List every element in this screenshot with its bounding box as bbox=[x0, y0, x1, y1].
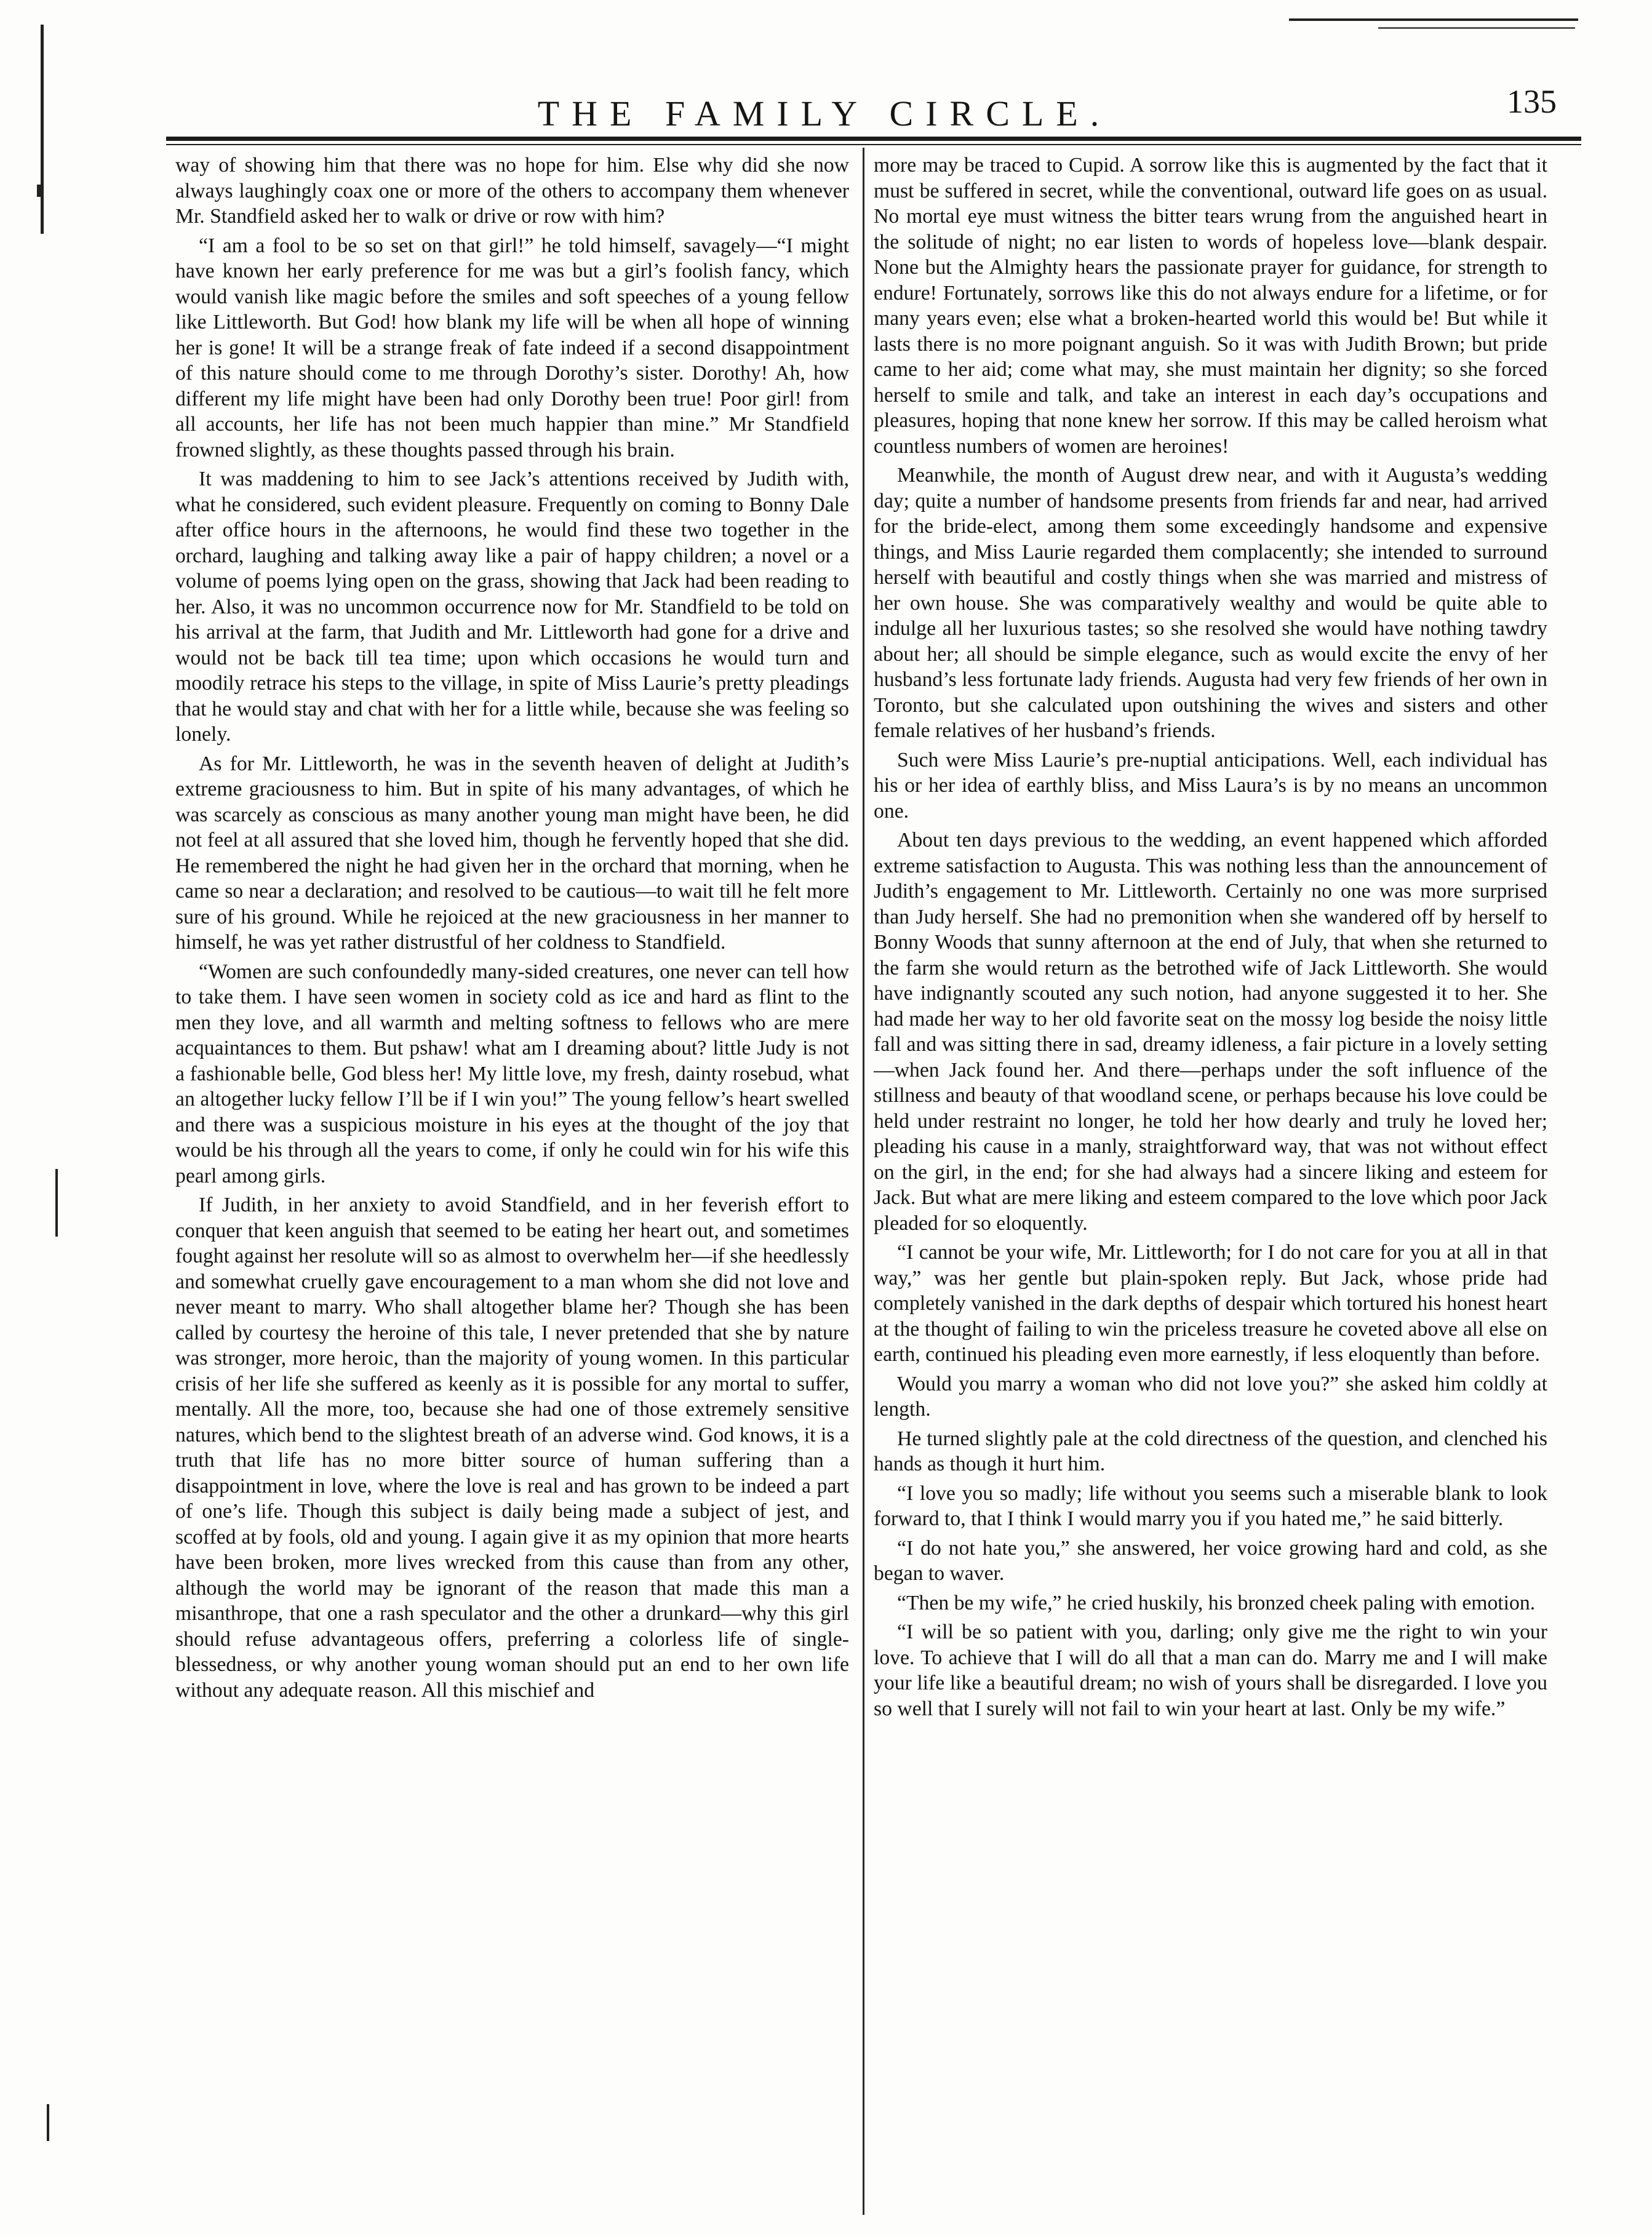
paragraph: As for Mr. Littleworth, he was in the seventh heaven of delight at Judith’s extreme graciousness to him. But in spite of his many advantages, of which he was scarcely as conscious as many another young man might have been, he did not feel at all assured that she loved him, though he fervently hoped that she did. He remembered the night he had given her in the orchard that morning, when he came so near a declaration; and resolved to be cautious—to wait till he felt more sure of his ground. While he rejoiced at the new graciousness in her manner to himself, he was yet rather distrustful of her coldness to Standfield. bbox=[175, 752, 849, 954]
paragraph: Would you marry a woman who did not love you?” she asked him coldly at length. bbox=[874, 1372, 1547, 1421]
left-text-column bbox=[175, 153, 849, 2214]
binding-margin-mark bbox=[41, 25, 44, 234]
right-text-column bbox=[874, 153, 1547, 2214]
paragraph: Such were Miss Laurie’s pre-nuptial anticipations. Well, each individual has his or her idea of earthly bliss, and Miss Laura’s is by no means an uncommon one. bbox=[874, 748, 1547, 823]
paragraph: “I love you so madly; life without you seems such a miserable blank to look forward to, that I think I would marry you if you hated me,” he said bitterly. bbox=[874, 1481, 1547, 1530]
paragraph: “I do not hate you,” she answered, her voice growing hard and cold, as she began to waver. bbox=[874, 1536, 1547, 1585]
paragraph: “I will be so patient with you, darling; only give me the right to win your love. To achieve that I will do all that a man can do. Marry me and I will make your life like a beautiful dream; no wish of yours shall be disregarded. I love you so well that I surely will not fail to win your heart at last. Only be my wife.” bbox=[874, 1621, 1547, 1720]
paragraph: “Women are such confoundedly many-sided creatures, one never can tell how to take them. I have seen women in society cold as ice and hard as flint to the men they love, and all warmth and melting softness to fellows who are mere acquaintances to them. But pshaw! what am I dreaming about? little Judy is not a fashionable belle, God bless her! My little love, my fresh, dainty rosebud, what an altogether lucky fellow I’ll be if I win you!” The young fellow’s heart swelled and there was a suspicious moisture in his eyes at the thought of the joy that would be his through all the years to come, if only he could win for his wife this pearl among girls. bbox=[175, 960, 849, 1187]
page-header-title: THE FAMILY CIRCLE. bbox=[537, 94, 1112, 134]
binding-margin-mark bbox=[55, 1169, 58, 1237]
paragraph: Meanwhile, the month of August drew near, and with it Augusta’s wedding day; quite a number of handsome presents from friends far and near, had arrived for the bride-elect, among them some exceedingly handsome and expensive things, and Miss Laurie regarded them complacently; she intended to surround herself with beautiful and costly things when she was married and mistress of her own house. She was comparatively wealthy and would be quite able to indulge all her luxurious tastes; so she resolved she would have nothing tawdry about her; all should be simple elegance, such as would excite the envy of her husband’s less fortunate lady friends. Augusta had very few friends of her own in Toronto, but she calculated upon outshining the wives and sisters and other female relatives of her husband’s friends. bbox=[874, 464, 1547, 742]
column-divider bbox=[863, 148, 864, 2215]
top-edge-rule-secondary bbox=[1378, 27, 1575, 29]
header-rule-thick bbox=[166, 137, 1581, 141]
binding-margin-dot bbox=[37, 185, 41, 197]
paragraph: “Then be my wife,” he cried huskily, his bronzed cheek paling with emotion. bbox=[897, 1591, 1536, 1614]
paragraph: more may be traced to Cupid. A sorrow like this is augmented by the fact that it must be suffered in secret, while the conventional, outward life goes on as usual. No mortal eye must witness the bitter tears wrung from the anguished heart in the solitude of night; no ear listen to words of hopeless love—blank despair. None but the Almighty hears the passionate prayer for guidance, for strength to endure! Fortunately, sorrows like this do not always endure for a lifetime, or for many years even; else what a broken-hearted world this would be! But while it lasts there is no more poignant anguish. So it was with Judith Brown; but pride came to her aid; come what may, she must maintain her dignity; so she forced herself to smile and talk, and take an interest in each day’s occupations and pleasures, hoping that none knew her sorrow. If this may be called heroism what countless numbers of women are heroines! bbox=[874, 154, 1547, 458]
paragraph: “I am a fool to be so set on that girl!” he told himself, savagely—“I might have known her early preference for me was but a girl’s foolish fancy, which would vanish like magic before the smiles and soft speeches of a young fellow like Littleworth. But God! how blank my life will be when all hope of winning her is gone! It will be a strange freak of fate indeed if a second disappointment of this nature should come to me through Dorothy’s sister. Dorothy! Ah, how different my life might have been had only Dorothy been true! Poor girl! from all accounts, her life has not been much happier than mine.” Mr Standfield frowned slightly, as these thoughts passed through his brain. bbox=[175, 234, 849, 461]
paragraph: He turned slightly pale at the cold directness of the question, and clenched his hands as though it hurt him. bbox=[874, 1427, 1547, 1475]
header-rule-thin bbox=[166, 144, 1581, 145]
binding-margin-mark bbox=[47, 2104, 49, 2141]
paragraph: way of showing him that there was no hope for him. Else why did she now always laughingly coax one or more of the others to accompany them whenever Mr. Standfield asked her to walk or drive or row with him? bbox=[175, 154, 849, 228]
page-number: 135 bbox=[1507, 83, 1557, 120]
paragraph: “I cannot be your wife, Mr. Littleworth; for I do not care for you at all in that way,” was her gentle but plain-spoken reply. But Jack, whose pride had completely vanished in the dark depths of despair which tortured his honest heart at the thought of failing to win the priceless treasure he coveted above all else on earth, continued his pleading even more earnestly, if less eloquently than before. bbox=[874, 1241, 1547, 1366]
paragraph: It was maddening to him to see Jack’s attentions received by Judith with, what he considered, such evident pleasure. Frequently on coming to Bonny Dale after office hours in the afternoons, he would find these two together in the orchard, laughing and talking away like a pair of happy children; a novel or a volume of poems lying open on the grass, showing that Jack had been reading to her. Also, it was no uncommon occurrence now for Mr. Standfield to be told on his arrival at the farm, that Judith and Mr. Littleworth had gone for a drive and would not be back till tea time; upon which occasions he would turn and moodily retrace his steps to the village, in spite of Miss Laurie’s pretty pleadings that he would stay and chat with her for a little while, because she was feeling so lonely. bbox=[175, 468, 849, 746]
paragraph: If Judith, in her anxiety to avoid Standfield, and in her feverish effort to conquer that keen anguish that seemed to be eating her heart out, and sometimes fought against her resolute will so as almost to overwhelm her—if she heedlessly and somewhat cruelly gave encouragement to a man whom she did not love and never meant to marry. Who shall altogether blame her? Though she has been called by courtesy the heroine of this tale, I never pretended that she by nature was stronger, more heroic, than the majority of young women. In this particular crisis of her life she suffered as keenly as it is possible for any mortal to suffer, mentally. All the more, too, because she had one of those extremely sensitive natures, which bend to the slightest breath of an adverse wind. God knows, it is a truth that life has no more bitter source of human suffering than a disappointment in love, where the love is real and has grown to be indeed a part of one’s life. Though this subject is daily being made a subject of jest, and scoffed at by fools, old and young. I again give it as my opinion that more hearts have been broken, more lives wrecked from this cause than from any other, although the world may be ignorant of the reason that made this man a misanthrope, that one a rash speculator and the other a drunkard—why this girl should refuse advantageous offers, preferring a colorless life of single-blessedness, or why another young woman should put an end to her own life without any adequate reason. All this mischief and bbox=[175, 1194, 849, 1702]
paragraph: About ten days previous to the wedding, an event happened which afforded extreme satisfaction to Augusta. This was nothing less than the announcement of Judith’s engagement to Mr. Littleworth. Certainly no one was more surprised than Judy herself. She had no premonition when she wandered off by herself to Bonny Woods that sunny afternoon at the end of July, that when she returned to the farm she would return as the betrothed wife of Jack Littleworth. She would have indignantly scouted any such notion, had anyone suggested it to her. She had made her way to her old favorite seat on the mossy log beside the noisy little fall and was sitting there in sad, dreamy idleness, a fair picture in a lovely setting—when Jack found her. And there—perhaps under the soft influence of the stillness and beauty of that woodland scene, or perhaps because his love could be held under restraint no longer, he told her how dearly and truly he loved her; pleading his cause in a manly, straightforward way, that was not without effect on the girl, in the end; for she had always had a sincere liking and esteem for Jack. But what are mere liking and esteem compared to the love which poor Jack pleaded for so eloquently. bbox=[874, 829, 1547, 1235]
top-edge-rule bbox=[1289, 18, 1578, 21]
